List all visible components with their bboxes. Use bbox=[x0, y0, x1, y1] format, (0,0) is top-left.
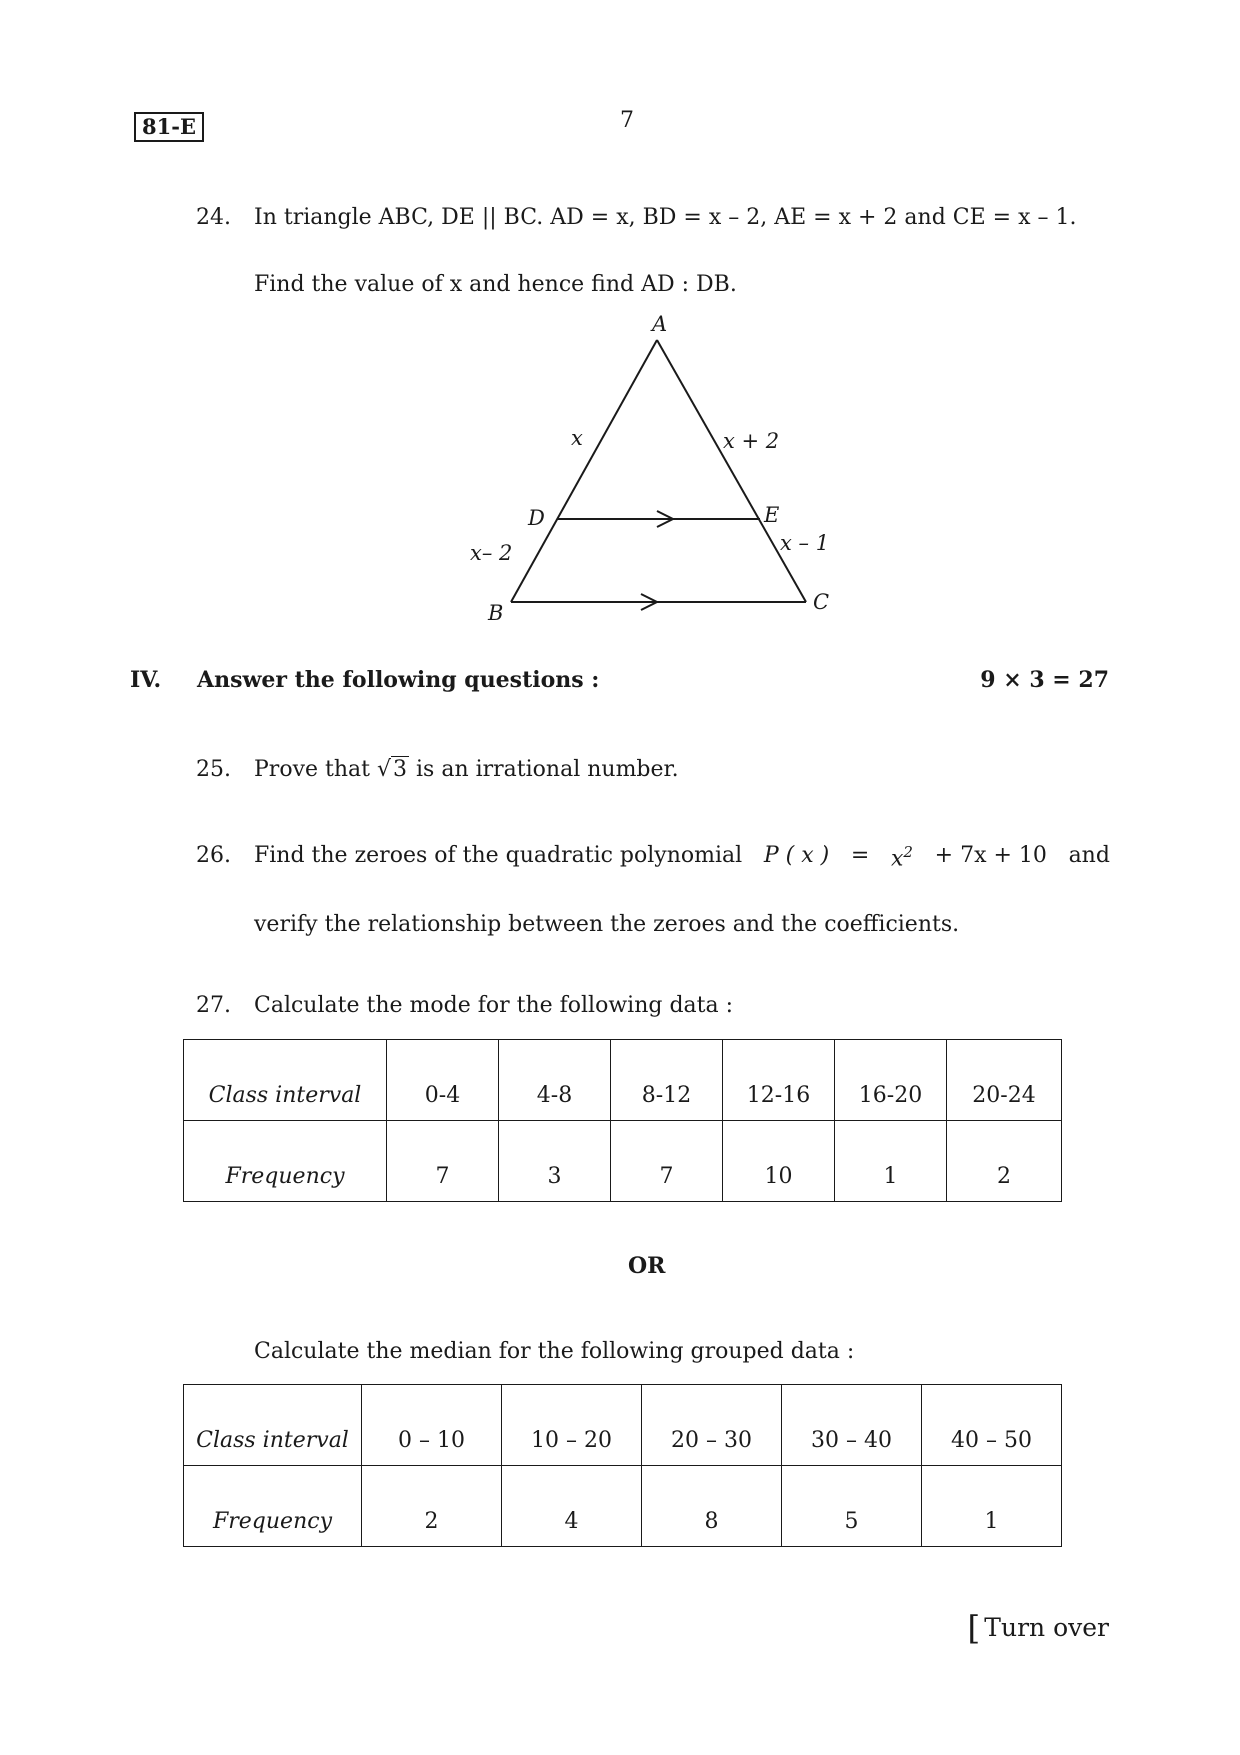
class-cell: 0 – 10 bbox=[362, 1385, 502, 1466]
class-cell: 0-4 bbox=[387, 1040, 499, 1121]
section-title: Answer the following questions : bbox=[197, 667, 600, 693]
polynomial-x: x bbox=[891, 846, 904, 872]
vertex-label-e: E bbox=[764, 503, 780, 527]
frequency-cell: 4 bbox=[502, 1466, 642, 1547]
class-cell: 12-16 bbox=[723, 1040, 835, 1121]
sqrt-radicand: 3 bbox=[393, 757, 408, 782]
frequency-cell: 1 bbox=[922, 1466, 1062, 1547]
side-label-ec: x – 1 bbox=[780, 531, 830, 555]
side-label-ad: x bbox=[571, 426, 583, 450]
question-27-text: Calculate the mode for the following data : bbox=[254, 993, 734, 1018]
median-data-table bbox=[183, 1384, 1062, 1547]
frequency-cell: 3 bbox=[499, 1121, 611, 1202]
frequency-cell: 10 bbox=[723, 1121, 835, 1202]
question-26-and: and bbox=[1068, 843, 1110, 868]
turn-over-bracket: [ bbox=[967, 1608, 981, 1647]
turn-over-note bbox=[967, 1605, 1109, 1647]
class-cell: 4-8 bbox=[499, 1040, 611, 1121]
page-number: 7 bbox=[620, 108, 634, 133]
question-25-before: Prove that bbox=[254, 757, 370, 782]
question-26-number: 26. bbox=[196, 843, 231, 868]
question-26-line1 bbox=[254, 843, 1110, 871]
vertex-label-c: C bbox=[813, 590, 830, 614]
question-24-line1: In triangle ABC, DE || BC. AD = x, BD = x – 2, AE = x + 2 and CE = x – 1. bbox=[254, 205, 1077, 230]
row-label-class-interval: Class interval bbox=[184, 1040, 387, 1121]
class-cell: 20-24 bbox=[947, 1040, 1062, 1121]
question-27-number: 27. bbox=[196, 993, 231, 1018]
mode-data-table bbox=[183, 1039, 1062, 1202]
turn-over-text: Turn over bbox=[984, 1613, 1109, 1642]
row-label-frequency: Frequency bbox=[184, 1466, 362, 1547]
frequency-cell: 7 bbox=[611, 1121, 723, 1202]
table-row bbox=[184, 1121, 1062, 1202]
paper-code-badge: 81-E bbox=[134, 112, 204, 142]
question-24-line2: Find the value of x and hence find AD : DB. bbox=[254, 272, 737, 297]
class-cell: 10 – 20 bbox=[502, 1385, 642, 1466]
class-cell: 40 – 50 bbox=[922, 1385, 1062, 1466]
polynomial-equals: = bbox=[850, 843, 870, 868]
side-label-db: x– 2 bbox=[470, 541, 513, 565]
polynomial-leading-term bbox=[891, 843, 913, 871]
section-marks: 9 × 3 = 27 bbox=[980, 667, 1109, 693]
question-25-text bbox=[254, 757, 679, 782]
side-ac bbox=[657, 340, 806, 602]
row-label-frequency: Frequency bbox=[184, 1121, 387, 1202]
frequency-cell: 8 bbox=[642, 1466, 782, 1547]
frequency-cell: 5 bbox=[782, 1466, 922, 1547]
question-27-alt-text: Calculate the median for the following grouped data : bbox=[254, 1339, 855, 1364]
polynomial-lhs: P ( x ) bbox=[763, 843, 830, 868]
or-separator: OR bbox=[628, 1253, 666, 1279]
class-cell: 16-20 bbox=[835, 1040, 947, 1121]
question-26-line2: verify the relationship between the zeroes and the coefficients. bbox=[254, 912, 960, 937]
vertex-label-a: A bbox=[652, 312, 668, 336]
vertex-label-b: B bbox=[488, 601, 504, 625]
section-roman-numeral: IV. bbox=[130, 667, 162, 693]
question-24-number: 24. bbox=[196, 205, 231, 230]
side-ab bbox=[511, 340, 657, 602]
question-26-lead: Find the zeroes of the quadratic polynomial bbox=[254, 843, 743, 868]
row-label-class-interval: Class interval bbox=[184, 1385, 362, 1466]
class-cell: 30 – 40 bbox=[782, 1385, 922, 1466]
table-row bbox=[184, 1040, 1062, 1121]
vertex-label-d: D bbox=[528, 506, 545, 530]
polynomial-exponent: 2 bbox=[903, 843, 913, 861]
polynomial-rest: + 7x + 10 bbox=[934, 843, 1047, 868]
frequency-cell: 7 bbox=[387, 1121, 499, 1202]
frequency-cell: 2 bbox=[362, 1466, 502, 1547]
sqrt-symbol: √3 bbox=[376, 757, 408, 782]
triangle-figure bbox=[440, 305, 860, 635]
question-25-number: 25. bbox=[196, 757, 231, 782]
table-row bbox=[184, 1466, 1062, 1547]
class-cell: 8-12 bbox=[611, 1040, 723, 1121]
side-label-ae: x + 2 bbox=[723, 429, 780, 453]
class-cell: 20 – 30 bbox=[642, 1385, 782, 1466]
table-row bbox=[184, 1385, 1062, 1466]
question-25-after: is an irrational number. bbox=[416, 757, 679, 782]
frequency-cell: 2 bbox=[947, 1121, 1062, 1202]
frequency-cell: 1 bbox=[835, 1121, 947, 1202]
